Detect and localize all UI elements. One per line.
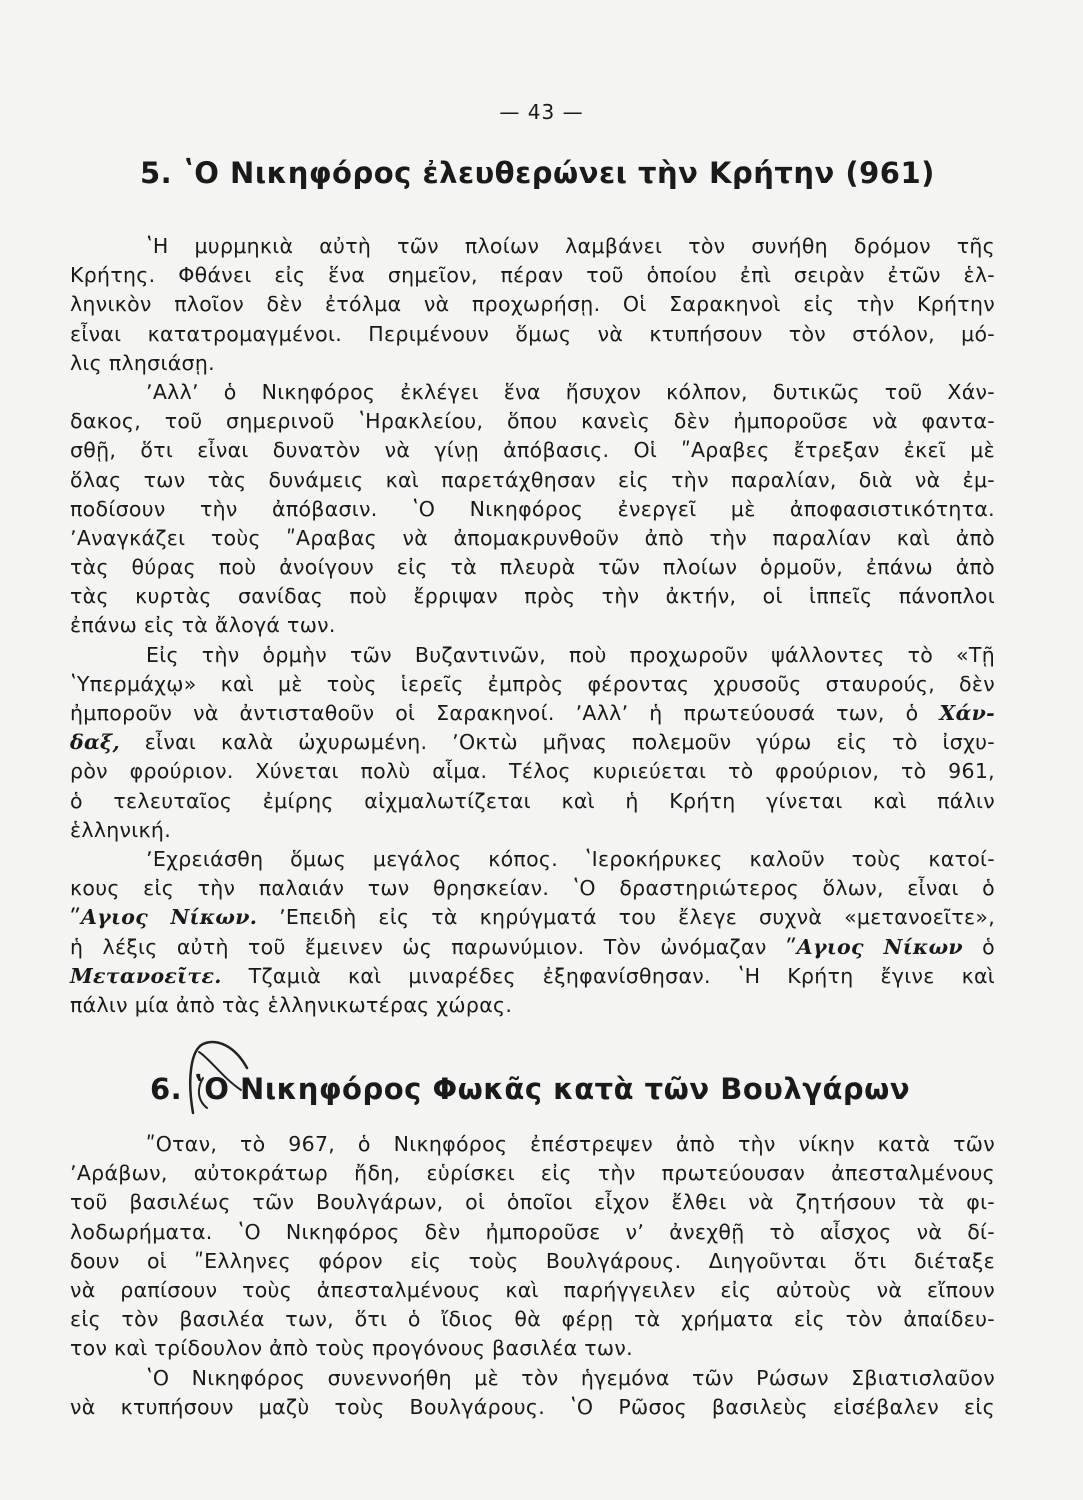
text-line: ἑλληνική. [70,817,172,842]
text-line: ποδίσουν τὴν ἀπόβασιν. ʽΟ Νικηφόρος ἐνεργεῖ μὲ ἀποφασιστικότητα. [70,496,995,521]
text-line: ʼΑράβων, αὐτοκράτωρ ἤδη, εὑρίσκει εἰς τὴν πρωτεύουσαν ἀπεσταλμένους [70,1161,995,1186]
text-line: ὅλας των τὰς δυνάμεις καὶ παρετάχθησαν εἰς τὴν παραλίαν, διὰ νὰ ἐμ- [70,467,995,492]
text-line: ρὸν φρούριον. Χύνεται πολὺ αἷμα. Τέλος κυριεύεται τὸ φρούριον, τὸ 961, [70,759,995,784]
text-line: τὰς θύρας ποὺ ἀνοίγουν εἰς τὰ πλευρὰ τῶν πλοίων ὁρμοῦν, ἐπάνω ἀπὸ [70,555,995,580]
text-line: ʼΕχρειάσθη ὅμως μεγάλος κόπος. ʽΙεροκήρυκες καλοῦν τοὺς κατοί- [146,846,995,871]
text-line: κους εἰς τὴν παλαιάν των θρησκείαν. ʽΟ δραστηριώτερος ὅλων, εἶναι ὁ [70,876,995,901]
text-line: λις πλησιάσῃ. [70,350,215,375]
text-line: ʼΑλλʼ ὁ Νικηφόρος ἐκλέγει ἕνα ἥσυχον κόλπον, δυτικῶς τοῦ Χάν- [146,379,995,404]
emphasized-word-chandax: δαξ, [70,730,120,755]
text-fragment: ὁ [982,934,995,959]
section-5-body [70,232,995,1020]
emphasized-word-metanoeite: Μετανοεῖτε. [70,963,222,988]
text-line: δακος, τοῦ σημερινοῦ ʽΗρακλείου, ὅπου κανεὶς δὲν ἠμποροῦσε νὰ φαντα- [70,409,995,434]
text-line: σθῇ, ὅτι εἶναι δυνατὸν νὰ γίνῃ ἀπόβασις. Οἱ ʺΑραβες ἔτρεξαν ἐκεῖ μὲ [70,438,995,463]
page-number: — 43 — [499,100,584,124]
text-line: ἐπάνω εἰς τὰ ἄλογά των. [70,613,336,638]
text-line: εἶναι κατατρομαγμένοι. Περιμένουν ὅμως νὰ κτυπήσουν τὸν στόλον, μό- [70,321,995,346]
emphasized-name-agios-nikon: ʺΑγιος Νίκων. [70,905,258,930]
text-line: ʽΟ Νικηφόρος συνεννοήθη μὲ τὸν ἡγεμόνα τῶν Ρώσων Σβιατισλαῦον [146,1365,995,1390]
text-line: πάλιν μία ἀπὸ τὰς ἑλληνικωτέρας χώρας. [70,992,513,1017]
text-fragment: ἠμποροῦν νὰ ἀντισταθοῦν οἱ Σαρακηνοί. ʼΑλλʼ ἡ πρωτεύουσά των, ὁ [70,701,919,725]
text-line: ʽΥπερμάχῳ» καὶ μὲ τοὺς ἱερεῖς ἐμπρὸς φέροντας χρυσοῦς σταυρούς, δὲν [70,671,995,696]
emphasized-word-chandax: Χάν- [939,701,995,725]
text-line: ὁ τελευταῖος ἐμίρης αἰχμαλωτίζεται καὶ ἡ Κρήτη γίνεται καὶ πάλιν [70,788,995,813]
text-line [70,728,995,757]
text-line: Εἰς τὴν ὁρμὴν τῶν Βυζαντινῶν, ποὺ προχωροῦν ψάλλοντες τὸ «Τῇ [146,642,995,667]
section-6-body [70,1130,995,1422]
text-line: νὰ κτυπήσουν μαζὺ τοὺς Βουλγάρους. ʽΟ Ρῶσος βασιλεὺς εἰσέβαλεν εἰς [70,1394,995,1419]
text-fragment: ʼΕπειδὴ εἰς τὰ κηρύγματά του ἔλεγε συχνὰ «μετανοεῖτε», [279,905,996,930]
text-line: νὰ ραπίσουν τοὺς ἀπεσταλμένους καὶ παρήγγειλεν εἰς αὐτοὺς νὰ εἴπουν [70,1277,995,1302]
text-line: τον καὶ τρίδουλον ἀπὸ τοὺς προγόνους βασιλέα των. [70,1336,633,1361]
text-fragment: ἡ λέξις αὐτὴ τοῦ ἔμεινεν ὡς παρωνύμιον. Τὸν ὠνόμαζαν [70,934,767,959]
text-line: ʽΗ μυρμηκιὰ αὐτὴ τῶν πλοίων λαμβάνει τὸν συνήθη δρόμον τῆς [146,234,995,258]
text-line: τὰς κυρτὰς σανίδας ποὺ ἔρριψαν πρὸς τὴν ἀκτήν, οἱ ἱππεῖς πάνοπλοι [70,584,995,609]
text-line: ʼΑναγκάζει τοὺς ʺΑραβας νὰ ἀπομακρυνθοῦν ἀπὸ τὴν παραλίαν καὶ ἀπὸ [70,525,995,550]
text-line: λοδωρήματα. ʽΟ Νικηφόρος δὲν ἠμποροῦσε νʼ ἀνεχθῇ τὸ αἶσχος νὰ δί- [70,1219,995,1244]
section-heading-6: 6. ʽΟ Νικηφόρος Φωκᾶς κατὰ τῶν Βουλγάρων [150,1072,911,1106]
text-line: ʺΟταν, τὸ 967, ὁ Νικηφόρος ἐπέστρεψεν ἀπὸ τὴν νίκην κατὰ τῶν [146,1132,995,1156]
text-line [70,699,995,728]
text-fragment: εἶναι καλὰ ὠχυρωμένη. ʼΟκτὼ μῆνας πολεμοῦν γύρω εἰς τὸ ἰσχυ- [144,730,995,755]
text-fragment: Τζαμιὰ καὶ μιναρέδες ἐξηφανίσθησαν. ʽΗ Κρήτη ἔγινε καὶ [248,963,995,988]
emphasized-name-agios-nikon: ʺΑγιος Νίκων [785,934,963,959]
section-heading-5: 5. ʽΟ Νικηφόρος ἐλευθερώνει τὴν Κρήτην (961) [140,156,935,190]
text-line: τοῦ βασιλέως τῶν Βουλγάρων, οἱ ὁποῖοι εἶχον ἔλθει νὰ ζητήσουν τὰ φι- [70,1190,995,1215]
text-line: εἰς τὸν βασιλέα των, ὅτι ὁ ἴδιος θὰ φέρῃ τὰ χρήματα εἰς τὸν ἀπαίδευ- [70,1307,995,1332]
text-line: ληνικὸν πλοῖον δὲν ἐτόλμα νὰ προχωρήσῃ. Οἱ Σαρακηνοὶ εἰς τὴν Κρήτην [70,292,995,317]
text-line: Κρήτης. Φθάνει εἰς ἕνα σημεῖον, πέραν τοῦ ὁποίου ἐπὶ σειρὰν ἐτῶν ἑλ- [70,263,995,288]
text-line [70,903,995,932]
text-line [70,962,995,991]
text-line [70,933,995,962]
text-line: δουν οἱ ʺΕλληνες φόρον εἰς τοὺς Βουλγάρους. Διηγοῦνται ὅτι διέταξε [70,1248,995,1273]
